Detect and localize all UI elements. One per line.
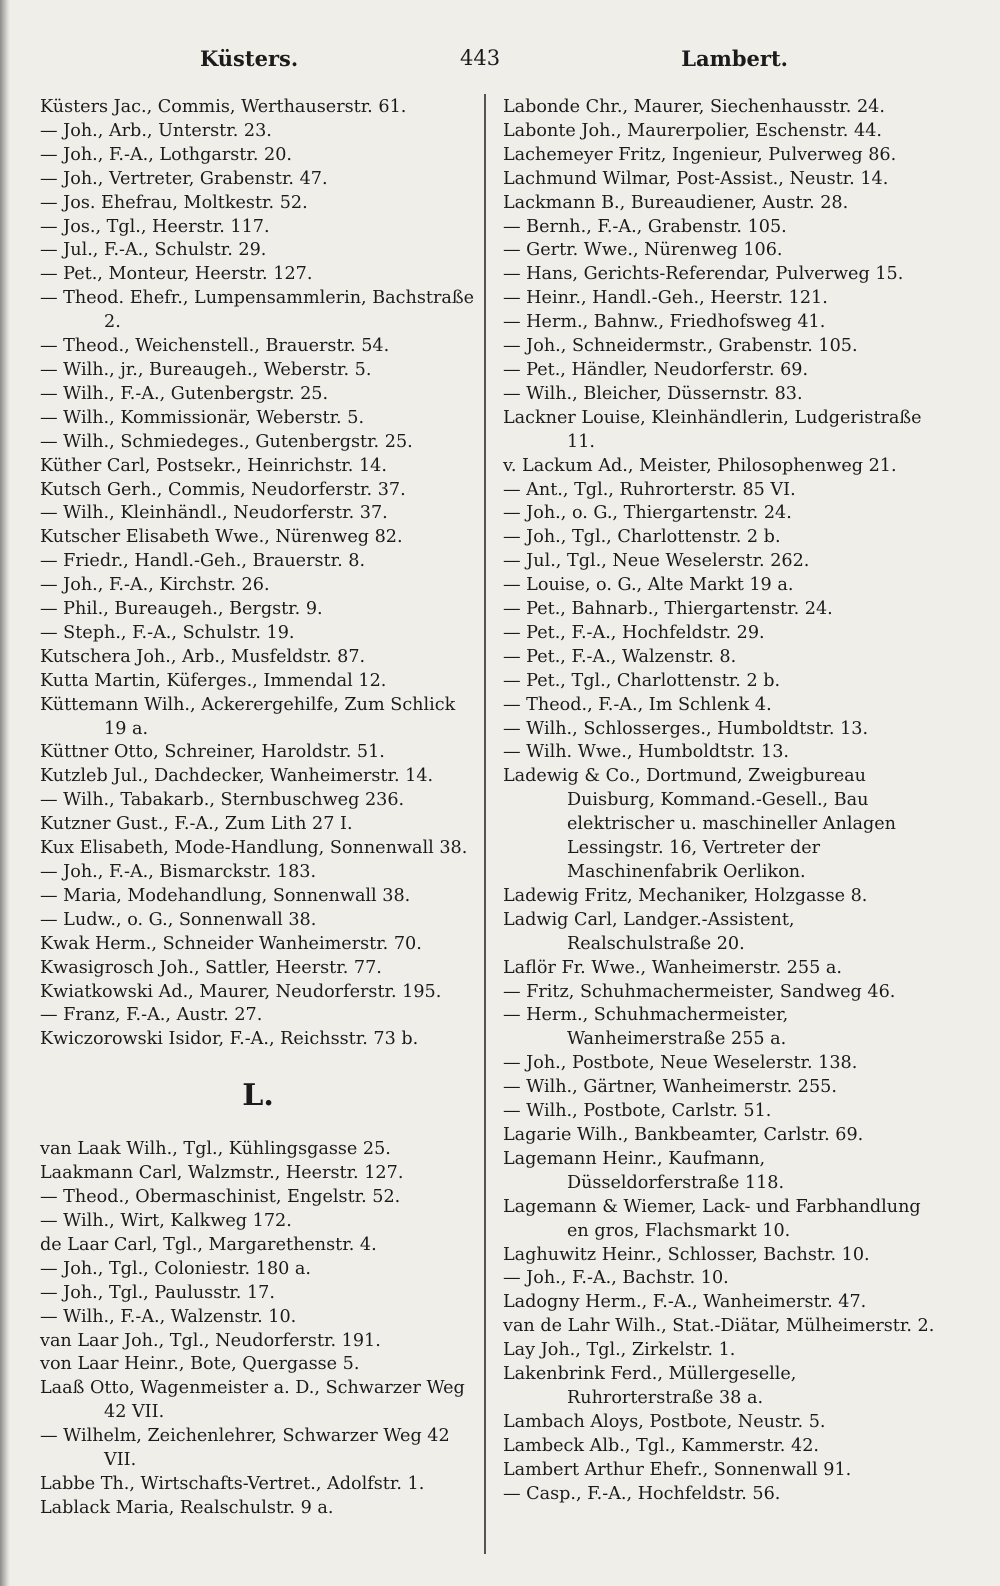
directory-entry: — Joh., Postbote, Neue Weselerstr. 138.	[503, 1053, 858, 1074]
directory-entry: Kwak Herm., Schneider Wanheimerstr. 70.	[40, 933, 422, 954]
page-header	[40, 46, 964, 80]
directory-entry: — Casp., F.-A., Hochfeldstr. 56.	[503, 1483, 781, 1504]
column-divider	[484, 94, 486, 1554]
directory-entry: — Joh., Vertreter, Grabenstr. 47.	[40, 168, 328, 189]
directory-entry: Küttner Otto, Schreiner, Haroldstr. 51.	[40, 742, 385, 763]
directory-entry: van Laak Wilh., Tgl., Kühlingsgasse 25.	[40, 1139, 391, 1160]
page-binding-shadow	[0, 0, 10, 1586]
directory-entry: — Jos. Ehefrau, Moltkestr. 52.	[40, 192, 308, 213]
directory-entry: — Wilh., Bleicher, Düssernstr. 83.	[503, 383, 803, 404]
directory-entry: von Laar Heinr., Bote, Quergasse 5.	[40, 1354, 360, 1375]
directory-entry: — Steph., F.-A., Schulstr. 19.	[40, 622, 295, 643]
directory-entry: — Friedr., Handl.-Geh., Brauerstr. 8.	[40, 551, 366, 572]
directory-entry: — Wilh., Kommissionär, Weberstr. 5.	[40, 407, 365, 428]
directory-entry: — Franz, F.-A., Austr. 27.	[40, 1005, 263, 1026]
left-entries-l	[40, 1138, 476, 1521]
directory-entry: — Pet., F.-A., Hochfeldstr. 29.	[503, 622, 765, 643]
directory-entry: Lackner Louise, Kleinhändlerin, Ludgeristraße 11.	[503, 407, 922, 452]
left-column	[40, 96, 476, 1521]
directory-entry: — Heinr., Handl.-Geh., Heerstr. 121.	[503, 288, 828, 309]
directory-entry: — Wilh., jr., Bureaugeh., Weberstr. 5.	[40, 359, 372, 380]
directory-entry: van de Lahr Wilh., Stat.-Diätar, Mülheimerstr. 2.	[503, 1316, 935, 1337]
directory-entry: Labonte Joh., Maurerpolier, Eschenstr. 44.	[503, 120, 882, 141]
directory-entry: Küttemann Wilh., Ackerergehilfe, Zum Schlick 19 a.	[40, 694, 456, 739]
directory-entry: — Wilhelm, Zeichenlehrer, Schwarzer Weg 42 VII.	[40, 1426, 450, 1471]
directory-entry: Lambert Arthur Ehefr., Sonnenwall 91.	[503, 1459, 852, 1480]
directory-entry: Lay Joh., Tgl., Zirkelstr. 1.	[503, 1340, 736, 1361]
directory-entry: — Theod., Weichenstell., Brauerstr. 54.	[40, 336, 390, 357]
directory-entry: Kwasigrosch Joh., Sattler, Heerstr. 77.	[40, 957, 382, 978]
right-column	[503, 96, 935, 1506]
directory-entry: Lambeck Alb., Tgl., Kammerstr. 42.	[503, 1435, 819, 1456]
directory-entry: — Pet., Tgl., Charlottenstr. 2 b.	[503, 670, 781, 691]
directory-entry: Lagemann & Wiemer, Lack- und Farbhandlung en gros, Flachsmarkt 10.	[503, 1196, 921, 1241]
directory-entry: — Theod., Obermaschinist, Engelstr. 52.	[40, 1187, 401, 1208]
directory-entry: Kutzner Gust., F.-A., Zum Lith 27 I.	[40, 814, 353, 835]
directory-entry: Laaß Otto, Wagenmeister a. D., Schwarzer Weg 42 VII.	[40, 1378, 465, 1423]
directory-entry: — Herm., Bahnw., Friedhofsweg 41.	[503, 312, 826, 333]
directory-entry: Kutsch Gerh., Commis, Neudorferstr. 37.	[40, 479, 406, 500]
directory-entry: Lagarie Wilh., Bankbeamter, Carlstr. 69.	[503, 1124, 864, 1145]
directory-entry: — Jul., Tgl., Neue Weselerstr. 262.	[503, 551, 810, 572]
directory-entry: Ladwig Carl, Landger.-Assistent, Realschulstraße 20.	[503, 909, 795, 954]
directory-entry: — Joh., F.-A., Bachstr. 10.	[503, 1268, 729, 1289]
directory-entry: — Herm., Schuhmachermeister, Wanheimerstraße 255 a.	[503, 1005, 789, 1050]
page-number: 443	[460, 46, 501, 70]
directory-entry: Kutta Martin, Küferges., Immendal 12.	[40, 670, 387, 691]
directory-entry: — Maria, Modehandlung, Sonnenwall 38.	[40, 885, 411, 906]
directory-entry: — Pet., Monteur, Heerstr. 127.	[40, 264, 313, 285]
directory-entry: — Wilh., F.-A., Gutenbergstr. 25.	[40, 383, 329, 404]
directory-entry: — Jos., Tgl., Heerstr. 117.	[40, 216, 270, 237]
directory-entry: Lakenbrink Ferd., Müllergeselle, Ruhrorterstraße 38 a.	[503, 1364, 797, 1408]
directory-entry: — Wilh. Wwe., Humboldtstr. 13.	[503, 742, 789, 763]
directory-entry: — Joh., F.-A., Kirchstr. 26.	[40, 575, 270, 596]
directory-entry: — Joh., Tgl., Charlottenstr. 2 b.	[503, 527, 781, 548]
directory-entry: — Wilh., Schmiedeges., Gutenbergstr. 25.	[40, 431, 413, 452]
directory-entry: Kwiczorowski Isidor, F.-A., Reichsstr. 73 b.	[40, 1029, 419, 1050]
directory-entry: de Laar Carl, Tgl., Margarethenstr. 4.	[40, 1234, 377, 1255]
directory-entry: — Louise, o. G., Alte Markt 19 a.	[503, 575, 794, 596]
directory-entry: — Wilh., Postbote, Carlstr. 51.	[503, 1101, 772, 1122]
directory-entry: — Hans, Gerichts-Referendar, Pulverweg 15.	[503, 264, 904, 285]
directory-entry: Kutscher Elisabeth Wwe., Nürenweg 82.	[40, 527, 403, 548]
directory-entry: — Phil., Bureaugeh., Bergstr. 9.	[40, 599, 323, 620]
directory-entry: — Wilh., Schlosserges., Humboldtstr. 13.	[503, 718, 869, 739]
directory-entry: Ladogny Herm., F.-A., Wanheimerstr. 47.	[503, 1292, 867, 1313]
directory-entry: Lachmund Wilmar, Post-Assist., Neustr. 14.	[503, 168, 889, 189]
directory-entry: Laghuwitz Heinr., Schlosser, Bachstr. 10.	[503, 1244, 870, 1265]
directory-entry: Küther Carl, Postsekr., Heinrichstr. 14.	[40, 455, 387, 476]
header-left-keyword: Küsters.	[200, 46, 299, 71]
directory-entry: van Laar Joh., Tgl., Neudorferstr. 191.	[40, 1330, 381, 1351]
directory-entry: — Theod. Ehefr., Lumpensammlerin, Bachstraße 2.	[40, 288, 475, 333]
directory-entry: Labbe Th., Wirtschafts-Vertret., Adolfstr. 1.	[40, 1473, 425, 1494]
directory-entry: Ladewig & Co., Dortmund, Zweigbureau Duisburg, Kommand.-Gesell., Bau elektrischer u. maschineller Anlagen Lessingstr. 16, Vertreter der Maschinenfabrik Oerlikon.	[503, 766, 896, 882]
directory-entry: — Joh., F.-A., Lothgarstr. 20.	[40, 144, 293, 165]
directory-entry: — Joh., F.-A., Bismarckstr. 183.	[40, 862, 317, 882]
directory-entry: — Theod., F.-A., Im Schlenk 4.	[503, 694, 772, 715]
directory-entry: Laakmann Carl, Walzmstr., Heerstr. 127.	[40, 1163, 404, 1184]
directory-entry: — Joh., Schneidermstr., Grabenstr. 105.	[503, 336, 858, 357]
directory-entry: Lambach Aloys, Postbote, Neustr. 5.	[503, 1411, 826, 1432]
directory-entry: — Fritz, Schuhmachermeister, Sandweg 46.	[503, 981, 896, 1002]
left-entries-k	[40, 96, 476, 1052]
directory-entry: — Wilh., F.-A., Walzenstr. 10.	[40, 1306, 297, 1327]
directory-entry: — Joh., Tgl., Coloniestr. 180 a.	[40, 1258, 312, 1279]
section-letter: L.	[242, 1078, 274, 1114]
directory-entry: — Wilh., Gärtner, Wanheimerstr. 255.	[503, 1077, 837, 1098]
directory-entry: Kutzleb Jul., Dachdecker, Wanheimerstr. 14.	[40, 766, 434, 787]
directory-entry: — Ant., Tgl., Ruhrorterstr. 85 VI.	[503, 479, 796, 500]
directory-entry: Laflör Fr. Wwe., Wanheimerstr. 255 a.	[503, 957, 842, 978]
directory-entry: — Pet., Händler, Neudorferstr. 69.	[503, 359, 809, 380]
directory-entry: — Pet., Bahnarb., Thiergartenstr. 24.	[503, 599, 833, 620]
header-right-keyword: Lambert.	[681, 46, 788, 71]
directory-entry: v. Lackum Ad., Meister, Philosophenweg 21.	[503, 455, 897, 476]
directory-entry: Lablack Maria, Realschulstr. 9 a.	[40, 1497, 334, 1518]
directory-entry: — Bernh., F.-A., Grabenstr. 105.	[503, 216, 787, 237]
directory-entry: Labonde Chr., Maurer, Siechenhausstr. 24.	[503, 97, 885, 117]
directory-entry: — Joh., o. G., Thiergartenstr. 24.	[503, 503, 792, 524]
directory-entry: Lackmann B., Bureaudiener, Austr. 28.	[503, 192, 849, 213]
directory-entry: — Jul., F.-A., Schulstr. 29.	[40, 240, 267, 261]
right-entries	[503, 96, 935, 1506]
directory-entry: — Joh., Arb., Unterstr. 23.	[40, 120, 272, 141]
directory-entry: — Wilh., Wirt, Kalkweg 172.	[40, 1210, 292, 1231]
directory-entry: — Pet., F.-A., Walzenstr. 8.	[503, 646, 737, 667]
directory-entry: Kux Elisabeth, Mode-Handlung, Sonnenwall 38.	[40, 838, 468, 859]
directory-entry: Küsters Jac., Commis, Werthauserstr. 61.	[40, 97, 407, 117]
directory-entry: Kwiatkowski Ad., Maurer, Neudorferstr. 195.	[40, 981, 442, 1002]
directory-entry: Kutschera Joh., Arb., Musfeldstr. 87.	[40, 646, 366, 667]
directory-entry: Lagemann Heinr., Kaufmann, Düsseldorferstraße 118.	[503, 1148, 785, 1193]
directory-entry: — Gertr. Wwe., Nürenweg 106.	[503, 240, 783, 261]
directory-entry: — Ludw., o. G., Sonnenwall 38.	[40, 909, 317, 930]
directory-entry: — Wilh., Tabakarb., Sternbuschweg 236.	[40, 790, 405, 811]
directory-entry: Ladewig Fritz, Mechaniker, Holzgasse 8.	[503, 885, 868, 906]
directory-entry: — Joh., Tgl., Paulusstr. 17.	[40, 1282, 275, 1303]
directory-entry: Lachemeyer Fritz, Ingenieur, Pulverweg 86.	[503, 144, 897, 165]
directory-entry: — Wilh., Kleinhändl., Neudorferstr. 37.	[40, 503, 388, 524]
